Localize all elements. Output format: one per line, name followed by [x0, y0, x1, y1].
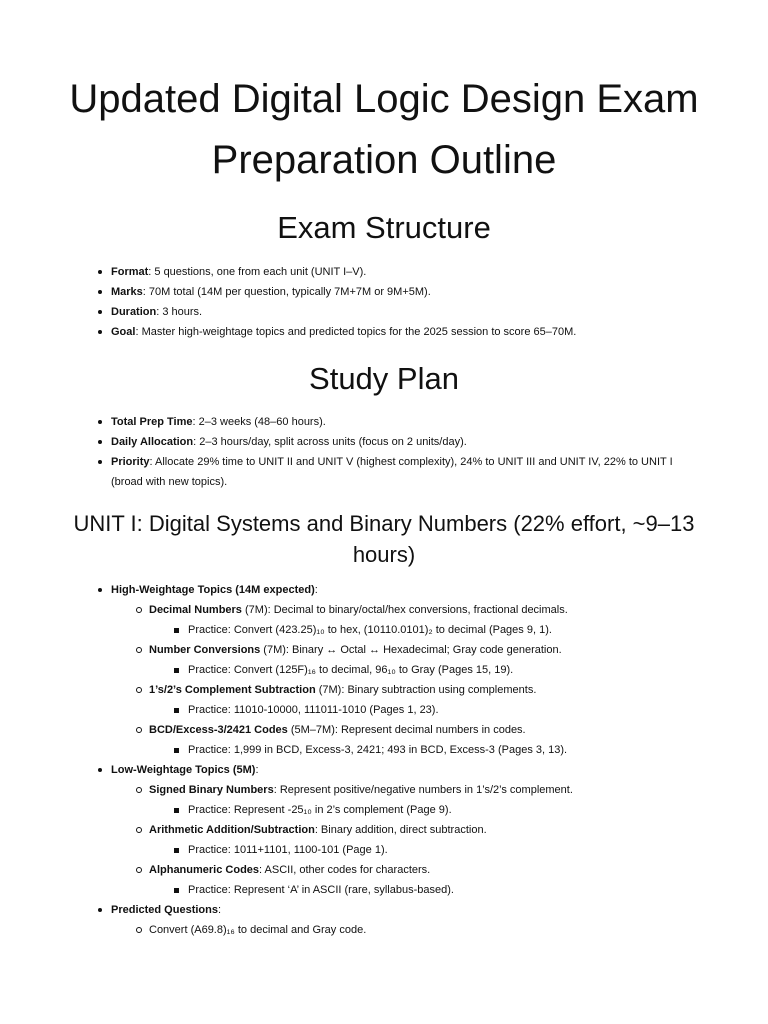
topic-label: Signed Binary Numbers	[149, 784, 274, 796]
topic-item	[149, 820, 691, 860]
list-item	[111, 412, 691, 432]
item-text: : Allocate 29% time to UNIT II and UNIT V (highest complexity), 24% to UNIT III and UNIT IV, 22% to UNIT I (broad with new topics).	[111, 456, 673, 488]
item-text: : 2–3 hours/day, split across units (focus on 2 units/day).	[193, 436, 467, 448]
list-item	[111, 322, 691, 342]
predicted-question-list	[149, 920, 691, 940]
item-text: : Master high-weightage topics and predicted topics for the 2025 session to score 65–70M.	[135, 326, 577, 338]
section-heading-unit-1: UNIT I: Digital Systems and Binary Numbers (22% effort, ~9–13 hours)	[73, 511, 695, 567]
topic-text: : ASCII, other codes for characters.	[259, 864, 431, 876]
topic-text: : Binary addition, direct subtraction.	[314, 824, 487, 836]
topic-item	[149, 640, 691, 680]
list-item	[111, 262, 691, 282]
exam-structure-list	[111, 262, 691, 342]
topic-item	[149, 780, 691, 820]
low-topic-list	[149, 780, 691, 900]
practice-item: Practice: 11010-10000, 111011-1010 (Pages 1, 23).	[188, 700, 691, 720]
study-plan-list	[111, 412, 691, 492]
topic-item	[149, 680, 691, 720]
topic-label: 1’s/2’s Complement Subtraction	[149, 684, 316, 696]
page-title: Updated Digital Logic Design Exam Preparation Outline	[69, 77, 699, 182]
list-item	[111, 302, 691, 322]
item-text: : 5 questions, one from each unit (UNIT I–V).	[148, 266, 367, 278]
group-label: High-Weightage Topics (14M expected)	[111, 584, 315, 596]
practice-item: Practice: Represent -25₁₀ in 2’s complement (Page 9).	[188, 800, 691, 820]
practice-item: Practice: Convert (423.25)₁₀ to hex, (10110.0101)₂ to decimal (Pages 9, 1).	[188, 620, 691, 640]
practice-item: Practice: 1011+1101, 1100-101 (Page 1).	[188, 840, 691, 860]
group-label: Low-Weightage Topics (5M)	[111, 764, 256, 776]
topic-text: : Represent positive/negative numbers in 1’s/2’s complement.	[273, 784, 573, 796]
item-text: : 70M total (14M per question, typically 7M+7M or 9M+5M).	[142, 286, 431, 298]
item-text: : 2–3 weeks (48–60 hours).	[192, 416, 326, 428]
item-text: : 3 hours.	[156, 306, 203, 318]
section-heading-study-plan: Study Plan	[309, 361, 459, 396]
high-topic-list	[149, 600, 691, 760]
item-label: Duration	[111, 306, 157, 318]
list-item	[111, 282, 691, 302]
group-label: Predicted Questions	[111, 904, 218, 916]
topic-item	[149, 860, 691, 900]
item-label: Priority	[111, 456, 150, 468]
topic-label: BCD/Excess-3/2421 Codes	[149, 724, 288, 736]
low-weightage-topics: Low-Weightage Topics (5M): Signed Binary Numbers: Represent positive/negative numbers in 1’s/2’s complement. Practice: Represent -25₁₀ in 2’s complement (Page 9). Arithmetic Addition/Subtraction: Binary addition, direct subtraction. Practice: 1011+1101, 1100-101 (Page 1). Alphanumeric Codes: ASCII, other codes for characters. Practice: Represent ‘A’ in ASCII (rare, syllabus-based).	[111, 760, 691, 900]
topic-label: Decimal Numbers	[149, 604, 242, 616]
section-heading-exam-structure: Exam Structure	[277, 210, 491, 245]
topic-label: Arithmetic Addition/Subtraction	[149, 824, 315, 836]
topic-label: Alphanumeric Codes	[149, 864, 260, 876]
topic-text: (7M): Binary subtraction using complements.	[315, 684, 537, 696]
topic-text: (7M): Binary ↔ Octal ↔ Hexadecimal; Gray code generation.	[260, 644, 562, 656]
practice-item: Practice: Represent ‘A’ in ASCII (rare, syllabus-based).	[188, 880, 691, 900]
predicted-question-item: Convert (A69.8)₁₆ to decimal and Gray code.	[149, 920, 691, 940]
item-label: Goal	[111, 326, 136, 338]
item-label: Format	[111, 266, 149, 278]
topic-item	[149, 720, 691, 760]
practice-item: Practice: 1,999 in BCD, Excess-3, 2421; 493 in BCD, Excess-3 (Pages 3, 13).	[188, 740, 691, 760]
high-weightage-topics: High-Weightage Topics (14M expected): Decimal Numbers (7M): Decimal to binary/octal/hex conversions, fractional decimals. Practice: Convert (423.25)₁₀ to hex, (10110.0101)₂ to decimal (Pages 9, 1). Number Conversions (7M): Binary ↔ Octal ↔ Hexadecimal; Gray code generation. Practice: Convert (125F)₁₆ to decimal, 96₁₀ to Gray (Pages 15, 19). 1’s/2’s Complement Subtraction (7M): Binary subtraction using complements. Practice: 11010-10000, 111011-1010 (Pages 1, 23). BCD/Excess-3/2421 Codes (5M–7M): Represent decimal numbers in codes. Practice: 1,999 in BCD, Excess-3, 2421; 493 in BCD, Excess-3 (Pages 3, 13).	[111, 580, 691, 760]
topic-item	[149, 600, 691, 640]
practice-item: Practice: Convert (125F)₁₆ to decimal, 96₁₀ to Gray (Pages 15, 19).	[188, 660, 691, 680]
unit-1-list	[111, 580, 691, 940]
predicted-questions: Predicted Questions: Convert (A69.8)₁₆ to decimal and Gray code.	[111, 900, 691, 940]
topic-text: (7M): Decimal to binary/octal/hex conversions, fractional decimals.	[241, 604, 568, 616]
topic-label: Number Conversions	[149, 644, 261, 656]
item-label: Daily Allocation	[111, 436, 194, 448]
list-item	[111, 452, 691, 492]
list-item	[111, 432, 691, 452]
topic-text: (5M–7M): Represent decimal numbers in codes.	[287, 724, 526, 736]
item-label: Marks	[111, 286, 143, 298]
item-label: Total Prep Time	[111, 416, 193, 428]
